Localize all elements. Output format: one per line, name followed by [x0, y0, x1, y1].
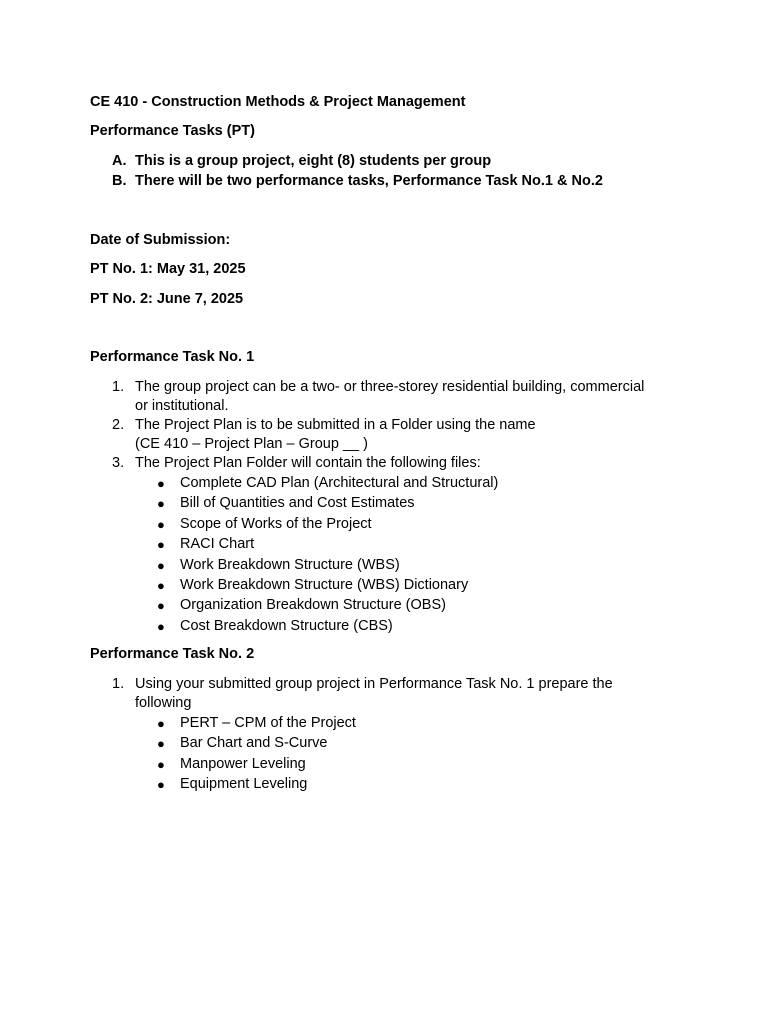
list-item	[135, 535, 690, 554]
output-item-text: PERT – CPM of the Project	[180, 714, 356, 731]
bullet-icon: ●	[157, 715, 165, 731]
task1-item-1	[90, 378, 690, 416]
bullet-icon: ●	[157, 496, 165, 512]
list-marker: 2.	[112, 417, 125, 433]
file-item-text: Complete CAD Plan (Architectural and Structural)	[180, 475, 499, 491]
task1-item-1-line2: or institutional.	[135, 398, 229, 414]
pt1-date: PT No. 1: May 31, 2025	[90, 261, 246, 277]
list-item	[135, 556, 690, 575]
output-item-text: Equipment Leveling	[180, 775, 308, 792]
list-item	[135, 617, 690, 636]
pt2-date: PT No. 2: June 7, 2025	[90, 291, 244, 307]
intro-item-text: This is a group project, eight (8) students per group	[135, 153, 492, 169]
bullet-icon: ●	[157, 557, 165, 573]
list-item	[135, 474, 690, 493]
bullet-icon: ●	[157, 736, 165, 752]
bullet-icon: ●	[157, 618, 165, 634]
task1-item-2	[90, 416, 690, 454]
file-item-text: Organization Breakdown Structure (OBS)	[180, 597, 446, 614]
bullet-icon: ●	[157, 516, 165, 532]
task1-item-2-line1: The Project Plan is to be submitted in a Folder using the name	[135, 417, 536, 433]
task2-item-1	[90, 675, 690, 794]
bullet-icon: ●	[157, 577, 165, 593]
list-marker: 1.	[112, 379, 125, 395]
output-item-text: Bar Chart and S-Curve	[180, 735, 328, 752]
intro-list	[90, 152, 690, 191]
task1-item-2-line2: (CE 410 – Project Plan – Group __ )	[135, 436, 368, 452]
file-item-text: Bill of Quantities and Cost Estimates	[180, 495, 415, 512]
bullet-icon: ●	[157, 476, 165, 491]
bullet-icon: ●	[157, 537, 165, 553]
file-item-text: RACI Chart	[180, 536, 255, 553]
file-item-text: Work Breakdown Structure (WBS)	[180, 556, 400, 573]
list-item	[135, 775, 690, 794]
task2-list	[90, 675, 690, 794]
intro-item-text: There will be two performance tasks, Performance Task No.1 & No.2	[135, 173, 603, 189]
file-item-text: Scope of Works of the Project	[180, 515, 372, 532]
document-page	[90, 93, 690, 795]
pt-heading: Performance Tasks (PT)	[90, 123, 255, 139]
list-item	[135, 576, 690, 595]
submission-heading: Date of Submission:	[90, 232, 231, 248]
task1-item-3-line1: The Project Plan Folder will contain the following files:	[135, 455, 481, 471]
task2-item-1-line1: Using your submitted group project in Performance Task No. 1 prepare the	[135, 675, 613, 692]
bullet-icon: ●	[157, 776, 165, 792]
files-list	[135, 474, 690, 636]
list-item	[135, 494, 690, 513]
task2-heading: Performance Task No. 2	[90, 645, 255, 662]
list-item	[135, 714, 690, 733]
course-title: CE 410 - Construction Methods & Project Management	[90, 94, 466, 110]
task1-list	[90, 378, 690, 636]
list-item	[135, 755, 690, 774]
list-item	[135, 515, 690, 534]
list-marker: B.	[112, 173, 127, 189]
file-item-text: Cost Breakdown Structure (CBS)	[180, 617, 393, 634]
outputs-list	[135, 714, 690, 794]
task2-item-1-line2: following	[135, 694, 192, 711]
bullet-icon: ●	[157, 598, 165, 614]
file-item-text: Work Breakdown Structure (WBS) Dictionary	[180, 576, 469, 593]
output-item-text: Manpower Leveling	[180, 755, 306, 772]
task1-heading: Performance Task No. 1	[90, 349, 255, 365]
task1-item-1-line1: The group project can be a two- or three-storey residential building, commercial	[135, 379, 645, 395]
intro-item-b	[90, 172, 690, 191]
list-marker: 1.	[112, 675, 125, 692]
intro-item-a	[90, 152, 690, 171]
task1-item-3	[90, 454, 690, 636]
bullet-icon: ●	[157, 756, 165, 772]
list-item	[135, 734, 690, 753]
list-marker: 3.	[112, 455, 125, 471]
list-marker: A.	[112, 153, 127, 169]
list-item	[135, 596, 690, 615]
